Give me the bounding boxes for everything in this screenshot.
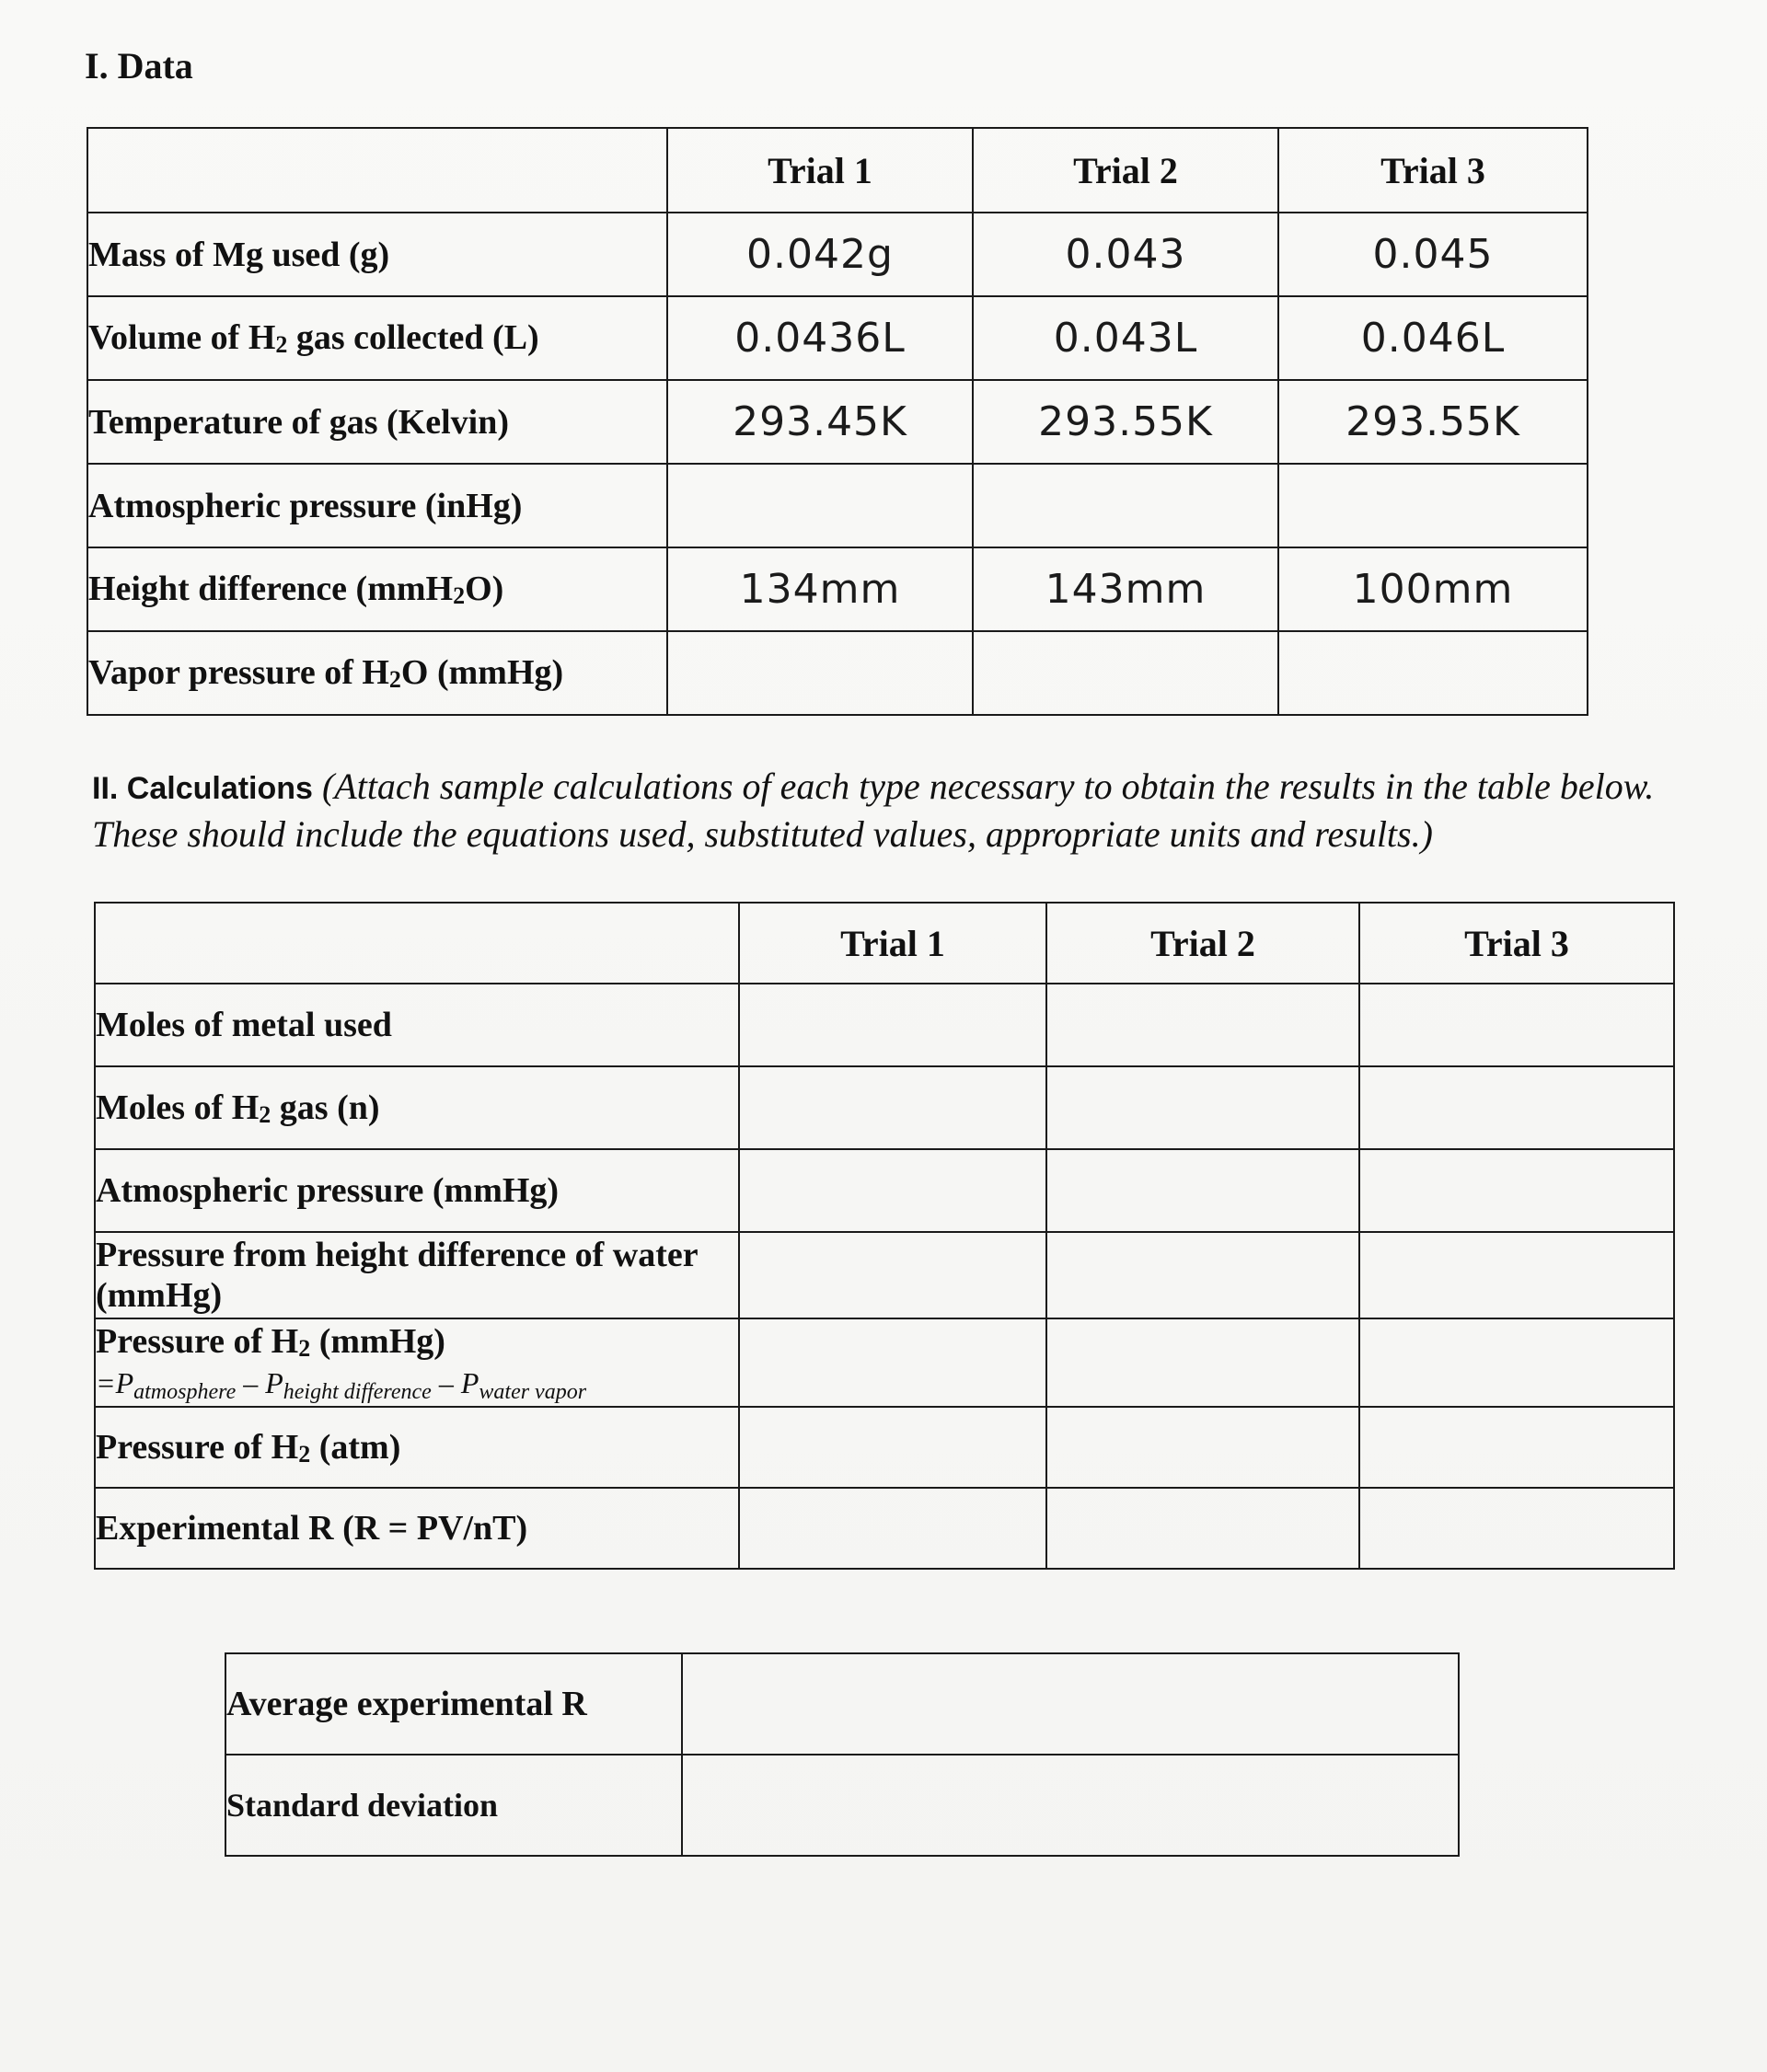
table-row	[95, 984, 1674, 1066]
calculations-table	[94, 902, 1675, 1570]
height-trial-1[interactable]: 134mm	[667, 547, 973, 631]
pressure-h2-atm-trial-3[interactable]	[1359, 1407, 1674, 1488]
row-label-height-pressure: Pressure from height difference of water (mmHg)	[95, 1232, 739, 1318]
row-label-vapor-pressure: Vapor pressure of H2O (mmHg)	[87, 631, 667, 715]
calc-col-trial-1: Trial 1	[739, 903, 1046, 984]
pressure-formula: =Patmosphere – Pheight difference – Pwater vapor	[96, 1365, 587, 1404]
calculations-intro	[92, 764, 1657, 858]
table-row	[87, 547, 1588, 631]
row-label-volume-h2: Volume of H2 gas collected (L)	[87, 296, 667, 380]
mass-trial-1[interactable]: 0.042g	[667, 213, 973, 296]
row-label-pressure-h2-mmhg: Pressure of H2 (mmHg) =Patmosphere – Pheight difference – Pwater vapor	[95, 1318, 739, 1407]
table-row	[95, 1488, 1674, 1569]
table-row	[95, 1232, 1674, 1318]
exp-r-trial-1[interactable]	[739, 1488, 1046, 1569]
exp-r-trial-3[interactable]	[1359, 1488, 1674, 1569]
row-label-mass-mg: Mass of Mg used (g)	[87, 213, 667, 296]
summary-table	[225, 1652, 1460, 1857]
row-label-average-r: Average experimental R	[225, 1653, 682, 1755]
row-label-temperature: Temperature of gas (Kelvin)	[87, 380, 667, 464]
height-trial-3[interactable]: 100mm	[1278, 547, 1588, 631]
table-row	[87, 464, 1588, 547]
moles-h2-trial-3[interactable]	[1359, 1066, 1674, 1149]
row-label-moles-h2: Moles of H2 gas (n)	[95, 1066, 739, 1149]
calc-col-trial-3: Trial 3	[1359, 903, 1674, 984]
pressure-h2-mmhg-trial-2[interactable]	[1046, 1318, 1359, 1407]
temperature-trial-1[interactable]: 293.45K	[667, 380, 973, 464]
atm-inhg-trial-1[interactable]	[667, 464, 973, 547]
mass-trial-3[interactable]: 0.045	[1278, 213, 1588, 296]
data-header-blank	[87, 128, 667, 213]
pressure-h2-mmhg-trial-1[interactable]	[739, 1318, 1046, 1407]
row-label-experimental-r: Experimental R (R = PV/nT)	[95, 1488, 739, 1569]
average-r-value[interactable]	[682, 1653, 1459, 1755]
calculations-note: (Attach sample calculations of each type necessary to obtain the results in the table below. These should include the equations used, substituted values, appropriate units and results.)	[92, 765, 1655, 855]
row-label-standard-deviation: Standard deviation	[225, 1755, 682, 1856]
table-row	[95, 1318, 1674, 1407]
data-table	[87, 127, 1588, 716]
volume-trial-1[interactable]: 0.0436L	[667, 296, 973, 380]
row-label-height-difference: Height difference (mmH2O)	[87, 547, 667, 631]
mass-trial-2[interactable]: 0.043	[973, 213, 1278, 296]
moles-metal-trial-3[interactable]	[1359, 984, 1674, 1066]
calculations-heading: II. Calculations	[92, 771, 313, 806]
vapor-trial-1[interactable]	[667, 631, 973, 715]
table-row	[87, 380, 1588, 464]
vapor-trial-2[interactable]	[973, 631, 1278, 715]
height-pressure-trial-1[interactable]	[739, 1232, 1046, 1318]
volume-trial-2[interactable]: 0.043L	[973, 296, 1278, 380]
data-col-trial-1: Trial 1	[667, 128, 973, 213]
moles-h2-trial-1[interactable]	[739, 1066, 1046, 1149]
atm-inhg-trial-2[interactable]	[973, 464, 1278, 547]
data-section-heading: I. Data	[85, 45, 193, 86]
pressure-h2-atm-trial-1[interactable]	[739, 1407, 1046, 1488]
row-label-atm-pressure-inhg: Atmospheric pressure (inHg)	[87, 464, 667, 547]
calc-col-trial-2: Trial 2	[1046, 903, 1359, 984]
table-row	[225, 1755, 1459, 1856]
atm-mmhg-trial-1[interactable]	[739, 1149, 1046, 1232]
atm-mmhg-trial-3[interactable]	[1359, 1149, 1674, 1232]
exp-r-trial-2[interactable]	[1046, 1488, 1359, 1569]
table-row	[95, 1407, 1674, 1488]
atm-inhg-trial-3[interactable]	[1278, 464, 1588, 547]
moles-h2-trial-2[interactable]	[1046, 1066, 1359, 1149]
table-row	[87, 296, 1588, 380]
height-trial-2[interactable]: 143mm	[973, 547, 1278, 631]
height-pressure-trial-3[interactable]	[1359, 1232, 1674, 1318]
row-label-moles-metal: Moles of metal used	[95, 984, 739, 1066]
table-row	[87, 213, 1588, 296]
moles-metal-trial-2[interactable]	[1046, 984, 1359, 1066]
row-label-atm-pressure-mmhg: Atmospheric pressure (mmHg)	[95, 1149, 739, 1232]
row-label-pressure-h2-atm: Pressure of H2 (atm)	[95, 1407, 739, 1488]
pressure-h2-atm-trial-2[interactable]	[1046, 1407, 1359, 1488]
data-col-trial-2: Trial 2	[973, 128, 1278, 213]
calc-header-row	[95, 903, 1674, 984]
pressure-h2-mmhg-trial-3[interactable]	[1359, 1318, 1674, 1407]
table-row	[95, 1066, 1674, 1149]
standard-deviation-value[interactable]	[682, 1755, 1459, 1856]
table-row	[87, 631, 1588, 715]
height-pressure-trial-2[interactable]	[1046, 1232, 1359, 1318]
data-header-row	[87, 128, 1588, 213]
moles-metal-trial-1[interactable]	[739, 984, 1046, 1066]
table-row	[95, 1149, 1674, 1232]
calc-header-blank	[95, 903, 739, 984]
temperature-trial-3[interactable]: 293.55K	[1278, 380, 1588, 464]
vapor-trial-3[interactable]	[1278, 631, 1588, 715]
volume-trial-3[interactable]: 0.046L	[1278, 296, 1588, 380]
atm-mmhg-trial-2[interactable]	[1046, 1149, 1359, 1232]
table-row	[225, 1653, 1459, 1755]
data-col-trial-3: Trial 3	[1278, 128, 1588, 213]
temperature-trial-2[interactable]: 293.55K	[973, 380, 1278, 464]
